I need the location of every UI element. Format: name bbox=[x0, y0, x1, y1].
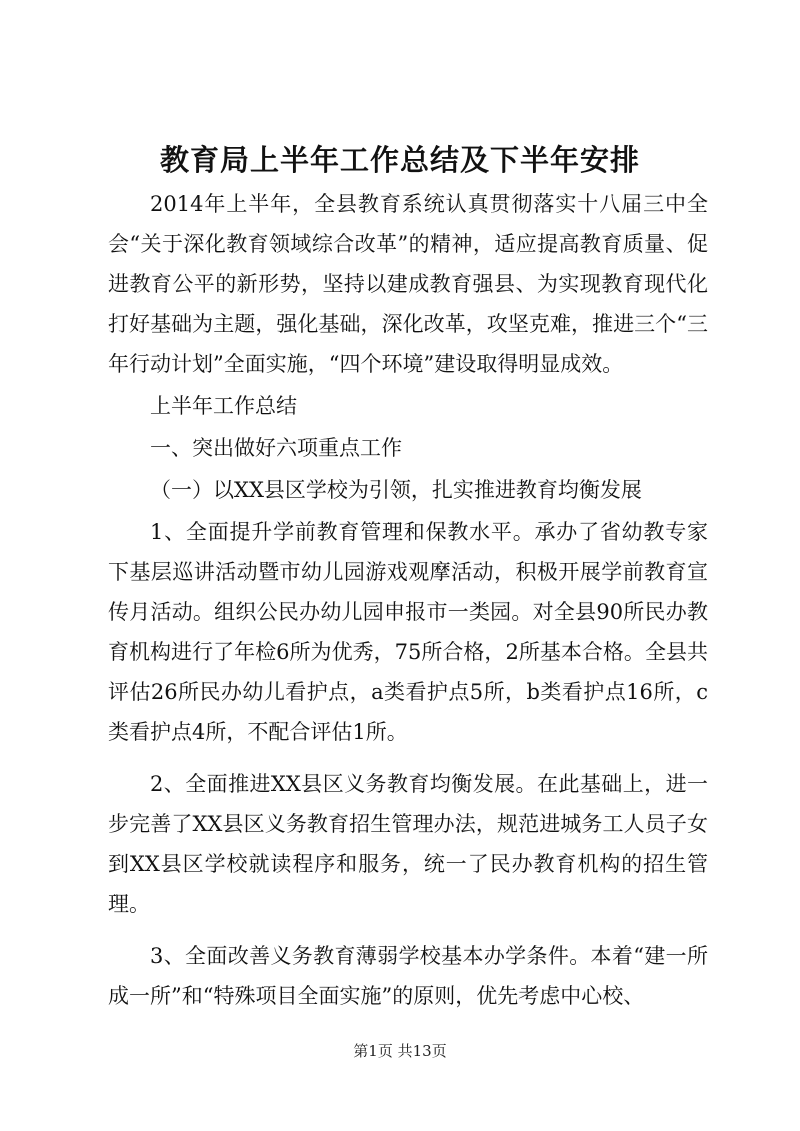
section-heading-first-half-summary: 上半年工作总结 bbox=[150, 394, 297, 418]
paragraph-intro: 2014年上半年，全县教育系统认真贯彻落实十八届三中全会“关于深化教育领域综合改革”的精神，适应提高教育质量、促进教育公平的新形势，坚持以建成教育强县、为实现教育现代化打好基础为主题，强化基础，深化改革，攻坚克难，推进三个“三年行动计划”全面实施，“四个环境”建设取得明显成效。 bbox=[108, 192, 708, 376]
document-body bbox=[108, 184, 708, 1016]
paragraph-school-conditions: 3、全面改善义务教育薄弱学校基本办学条件。本着“建一所成一所”和“特殊项目全面实施”的原则，优先考虑中心校、 bbox=[108, 944, 708, 1008]
paragraph-preschool-education: 1、全面提升学前教育管理和保教水平。承办了省幼教专家下基层巡讲活动暨市幼儿园游戏观摩活动，积极开展学前教育宣传月活动。组织公民办幼儿园申报市一类园。对全县90所民办教育机构进行了年检6所为优秀，75所合格，2所基本合格。全县共评估26所民办幼儿看护点，a类看护点5所，b类看护点16所，c类看护点4所，不配合评估1所。 bbox=[108, 520, 708, 744]
document-title: 教育局上半年工作总结及下半年安排 bbox=[159, 143, 640, 177]
section-heading-six-key-tasks: 一、突出做好六项重点工作 bbox=[150, 436, 402, 460]
paragraph-compulsory-education: 2、全面推进XX县区义务教育均衡发展。在此基础上，进一步完善了XX县区义务教育招生管理办法，规范进城务工人员子女到XX县区学校就读程序和服务，统一了民办教育机构的招生管理。 bbox=[108, 772, 708, 916]
subsection-heading-balanced-development: （一）以XX县区学校为引领，扎实推进教育均衡发展 bbox=[150, 478, 642, 502]
page-number-footer: 第1页 共13页 bbox=[353, 1042, 447, 1060]
